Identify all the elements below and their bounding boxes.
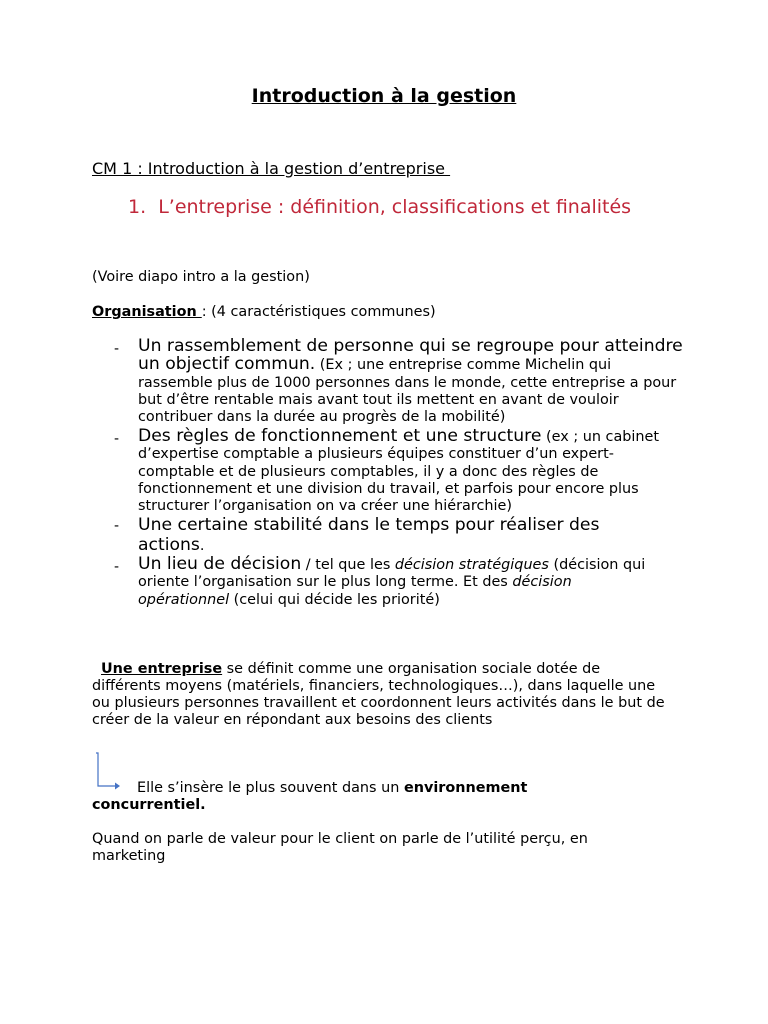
bullet-dash: - [114,341,120,357]
organisation-rest: : (4 caractéristiques communes) [201,304,436,320]
bullet-detail-italic: décision opérationnel [138,574,572,608]
bullet-dash: - [114,431,120,447]
entreprise-text: se définit comme une organisation sociale dotée de différents moyens (matériels, financiers, technologiques…), dans laquelle une ou plusieurs personnes travaillent et coordonnent leurs activités dans le but de créer de la valeur en répondant aux besoins des clients [92,661,665,728]
bullet-item [138,428,683,515]
entreprise-paragraph [92,661,672,729]
bullet-detail-part: (décision qui oriente l’organisation sur le plus long terme. Et des [138,557,646,591]
bullet-detail-part: (celui qui décide les priorité) [229,591,440,608]
bullet-main: Une certaine stabilité dans le temps pour réaliser des actions [138,515,600,556]
section-heading [128,196,631,218]
bullet-detail-part: / tel que les [301,557,395,573]
organisation-label: Organisation [92,304,202,320]
bullet-main: Un lieu de décision [138,554,302,574]
section-number: 1. [128,196,147,218]
bullet-main: Un rassemblement de personne qui se regroupe pour atteindre un objectif commun. [138,336,683,375]
note-line: (Voire diapo intro a la gestion) [92,269,310,285]
organisation-line [92,304,436,321]
environnement-text: Elle s’insère le plus souvent dans un [137,780,404,796]
bullet-item [138,556,658,609]
bullet-dash: - [114,518,120,534]
environnement-bold: environnement concurrentiel. [92,780,528,813]
bullet-detail: (Ex ; une entreprise comme Michelin qui rassemble plus de 1000 personnes dans le monde, cette entreprise a pour but d’être rentable mais avant tout ils mettent en avant de vouloir contribuer dans la durée au progrès de la mobilité) [138,357,677,426]
valeur-paragraph: Quand on parle de valeur pour le client on parle de l’utilité perçu, en marketing [92,831,588,864]
bullet-main: Des règles de fonctionnement et une structure [138,426,542,446]
bullet-detail: . [199,538,205,555]
course-heading: CM 1 : Introduction à la gestion d’entreprise [92,159,451,178]
section-title: L’entreprise : définition, classifications et finalités [158,196,632,218]
bullet-detail: (ex ; un cabinet d’expertise comptable a plusieurs équipes constituer d’un expert-comptable et de plusieurs comptables, il y a donc des règles de fonctionnement et une division du travail, et parfois pour encore plus structurer l’organisation on va créer une hiérarchie) [138,429,660,515]
bullet-detail-italic: décision stratégiques [394,557,549,573]
bullet-item [138,338,683,426]
bullet-dash: - [114,559,120,575]
bullet-item [138,515,638,556]
environnement-line [92,780,612,814]
entreprise-label: Une entreprise [101,661,223,677]
document-title: Introduction à la gestion [251,85,517,107]
